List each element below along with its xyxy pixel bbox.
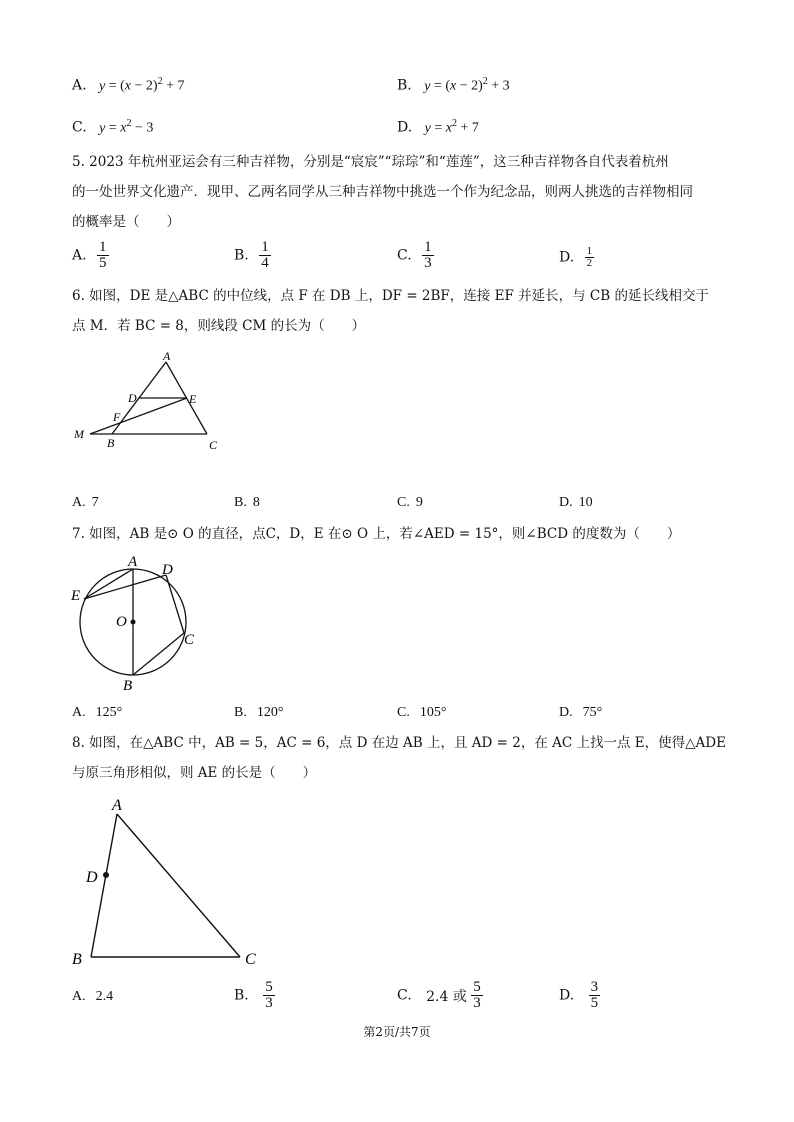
q5-text-line2: 的一处世界文化遗产．现甲、乙两名同学从三种吉祥物中挑选一个作为纪念品，则两人挑选的吉祥物相同 <box>72 184 693 200</box>
q7-label-a: A <box>128 554 138 570</box>
q7-option-a: A. 125° <box>72 705 123 720</box>
q6-text-line1: 6. 如图，DE 是△ABC 的中位线，点 F 在 DB 上，DF = 2BF，连接 EF 并延长，与 CB 的延长线相交于 <box>72 288 709 304</box>
q6-triangle-figure <box>70 348 230 478</box>
q7-center-dot <box>131 620 136 625</box>
q7-option-d: D. 75° <box>559 705 603 720</box>
q8-point-d <box>103 872 109 878</box>
page-footer: 第2页/共7页 <box>363 1025 431 1039</box>
q7-label-d: D <box>162 562 173 578</box>
q6-label-m: M <box>74 427 84 441</box>
q6-option-c: C. 9 <box>397 495 423 510</box>
q5-text-line3: 的概率是（ ） <box>72 214 180 230</box>
q5-option-d: D. $\frac{1}{2}$ <box>559 245 593 269</box>
q8-triangle-figure <box>66 792 276 974</box>
q4-option-a-expr: y <box>99 78 106 94</box>
q7-chord-ea <box>84 569 133 599</box>
q8-label-c: C <box>245 951 256 968</box>
q4-option-b: B. $y = (x - 2)^2 + 3$ <box>397 76 510 94</box>
q7-label-c: C <box>184 632 195 648</box>
q6-line-me <box>90 398 187 434</box>
q7-option-c: C. 105° <box>397 705 447 720</box>
q8-option-b: B. $\frac{5}{3}$ <box>234 979 273 1011</box>
q7-label-b: B <box>123 678 133 694</box>
q6-label-e: E <box>189 392 197 406</box>
q7-label-e: E <box>71 588 81 604</box>
q4-option-a: A. $y = (x - 2)^2 + 7$ <box>72 76 185 94</box>
q6-label-b: B <box>107 436 115 450</box>
q8-label-d: D <box>86 869 98 886</box>
q8-option-d: D. $\frac{3}{5}$ <box>559 979 599 1011</box>
q6-label-f: F <box>113 410 121 424</box>
q6-option-d: D. 10 <box>559 495 593 510</box>
q8-option-c: C. 2.4 或 $\frac{5}{3}$ <box>397 979 481 1011</box>
q5-option-a: A. $\frac{1}{5}$ <box>72 239 107 271</box>
q6-option-a: A. 7 <box>72 495 99 510</box>
q5-option-c: C. $\frac{1}{3}$ <box>397 239 432 271</box>
q6-text-line2: 点 M．若 BC = 8，则线段 CM 的长为（ ） <box>72 318 366 334</box>
q4-option-c: C. $y = x^2 - 3$ <box>72 118 154 136</box>
q8-option-a: A. 2.4 <box>72 989 114 1004</box>
q7-text-line1: 7. 如图，AB 是⊙ O 的直径，点C，D，E 在⊙ O 上，若∠AED = 15°，则∠BCD 的度数为（ ） <box>72 526 681 542</box>
q8-side-ac <box>117 814 240 957</box>
q8-text-line2: 与原三角形相似，则 AE 的长是（ ） <box>72 765 317 781</box>
q8-text-line1: 8. 如图，在△ABC 中，AB = 5，AC = 6，点 D 在边 AB 上，且 AD = 2，在 AC 上找一点 E，使得△ADE <box>72 735 726 751</box>
q6-label-a: A <box>163 349 171 363</box>
q7-label-o: O <box>116 614 127 630</box>
q7-option-b: B. 120° <box>234 705 284 720</box>
q7-circle-figure <box>66 548 216 694</box>
q5-option-b: B. $\frac{1}{4}$ <box>234 239 269 271</box>
q8-label-b: B <box>72 951 82 968</box>
q6-label-d: D <box>128 391 137 405</box>
q7-chord-ed <box>84 575 166 599</box>
q8-label-a: A <box>112 797 122 814</box>
q7-chord-dc <box>166 575 184 633</box>
q6-option-b: B. 8 <box>234 495 260 510</box>
q4-option-d: D. $y = x^2 + 7$ <box>397 118 479 136</box>
q6-label-c: C <box>209 438 218 452</box>
q5-text-line1: 5. 2023 年杭州亚运会有三种吉祥物，分别是“宸宸”“琮琮”和“莲莲”，这三种吉祥物各自代表着杭州 <box>72 154 669 170</box>
